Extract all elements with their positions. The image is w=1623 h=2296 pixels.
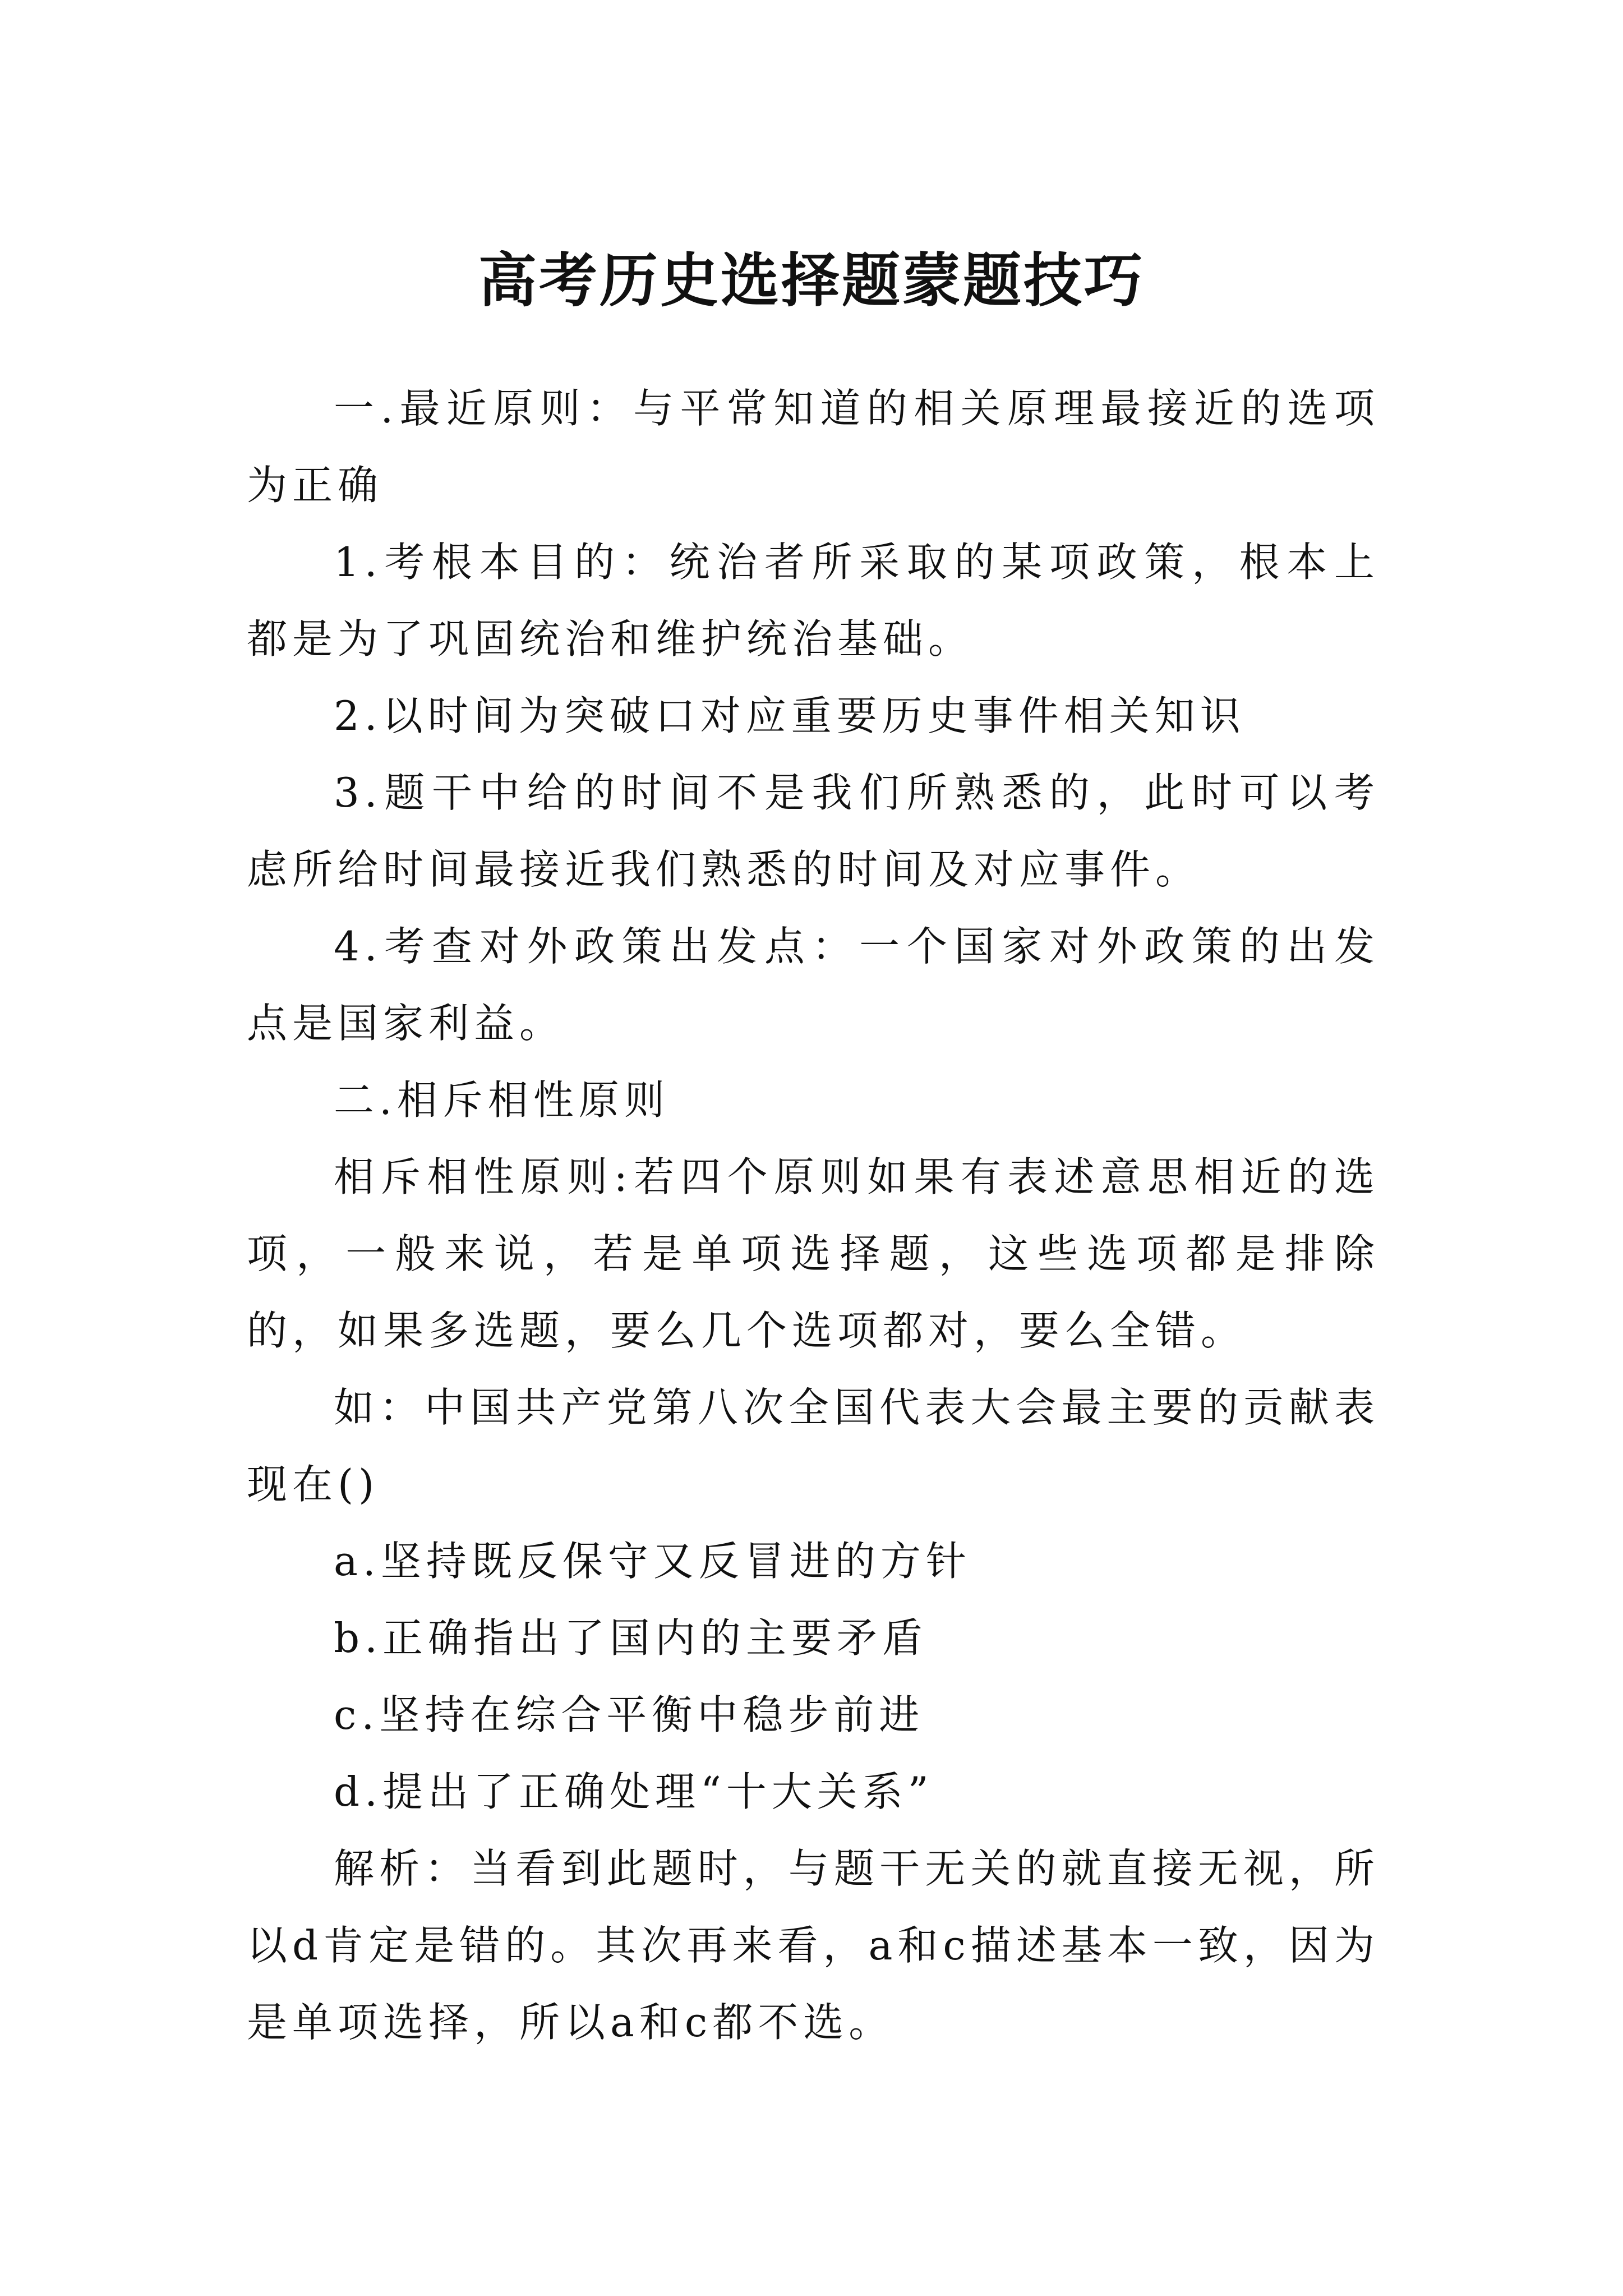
paragraph-item-2: 2.以时间为突破口对应重要历史事件相关知识 bbox=[334, 692, 1246, 739]
option-c: c.坚持在综合平衡中稳步前进 bbox=[334, 1691, 925, 1738]
paragraph-item-1: 1.考根本目的：统治者所采取的某项政策，根本上都是为了巩固统治和维护统治基础。 bbox=[247, 539, 1380, 662]
paragraph-principle-2: 二.相斥相性原则 bbox=[334, 1076, 670, 1124]
option-d: d.提出了正确处理“十大关系” bbox=[334, 1768, 934, 1815]
option-b: b.正确指出了国内的主要矛盾 bbox=[334, 1614, 928, 1662]
paragraph-item-3: 3.题干中给的时间不是我们所熟悉的，此时可以考虑所给时间最接近我们熟悉的时间及对应事件。 bbox=[247, 769, 1380, 893]
option-a: a.坚持既反保守又反冒进的方针 bbox=[334, 1538, 971, 1585]
paragraph-example-question: 如：中国共产党第八次全国代表大会最主要的贡献表现在() bbox=[247, 1384, 1380, 1508]
paragraph-principle-1: 一.最近原则：与平常知道的相关原理最接近的选项为正确 bbox=[247, 385, 1380, 509]
page-title: 高考历史选择题蒙题技巧 bbox=[478, 245, 1145, 315]
paragraph-analysis: 解析：当看到此题时，与题干无关的就直接无视，所以d肯定是错的。其次再来看，a和c描述基本一致，因为是单项选择，所以a和c都不选。 bbox=[247, 1845, 1380, 2046]
paragraph-principle-2-desc: 相斥相性原则:若四个原则如果有表述意思相近的选项，一般来说，若是单项选择题，这些选项都是排除的，如果多选题，要么几个选项都对，要么全错。 bbox=[247, 1153, 1380, 1354]
paragraph-item-4: 4.考查对外政策出发点：一个国家对外政策的出发点是国家利益。 bbox=[247, 923, 1380, 1047]
document-body bbox=[247, 370, 1380, 2061]
